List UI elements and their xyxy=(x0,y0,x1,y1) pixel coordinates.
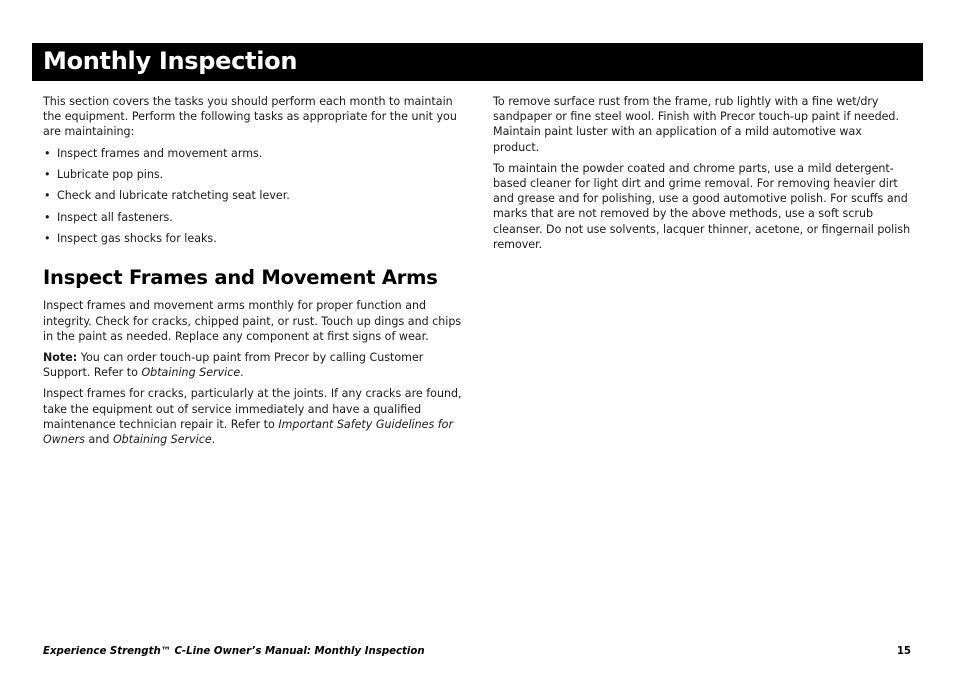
task-list-item xyxy=(43,167,463,182)
left-column xyxy=(43,94,463,453)
frames-paragraph: Inspect frames and movement arms monthly for proper function and integrity. Check for cracks, chipped paint, or rust. Touch up dings and chips in the paint as needed. Replace any component at first signs of wear. xyxy=(43,299,462,343)
cracks-text: Inspect frames for cracks, particularly at the joints. If any cracks are found, take the equipment out of service immediately and have a qualified maintenance technician repair it. Refer to xyxy=(43,387,462,431)
footer-manual-title: Experience Strength™ C-Line Owner’s Manual: Monthly Inspection xyxy=(43,646,425,657)
cracks-mid: and xyxy=(85,433,113,446)
bullet-icon: • xyxy=(44,168,51,181)
safety-guidelines-reference: Important Safety Guidelines for Owners xyxy=(43,417,454,446)
task-list-item xyxy=(43,188,463,203)
task-text: Inspect gas shocks for leaks. xyxy=(57,232,217,246)
task-text: Inspect all fasteners. xyxy=(57,210,173,224)
title-bar xyxy=(32,43,923,81)
task-text: Lubricate pop pins. xyxy=(57,168,164,181)
note-paragraph xyxy=(43,350,463,380)
cracks-paragraph xyxy=(43,386,463,447)
obtaining-service-reference: Obtaining Service xyxy=(112,433,212,446)
task-list-item xyxy=(43,231,463,246)
cracks-end: . xyxy=(211,433,216,446)
task-list-item xyxy=(43,210,463,225)
section-heading: Inspect Frames and Movement Arms xyxy=(43,266,438,290)
page-title: Monthly Inspection xyxy=(43,47,298,75)
rust-paragraph: To remove surface rust from the frame, rub lightly with a fine wet/dry sandpaper or fine steel wool. Finish with Precor touch-up paint if needed. Maintain paint luster with an application of a mild automotive wax product. xyxy=(493,95,900,154)
cleaning-paragraph: To maintain the powder coated and chrome parts, use a mild detergent-based cleaner for light dirt and grime removal. For removing heavier dirt and grease and for polishing, use a good automotive polish. For scuffs and marks that are not removed by the above methods, use a soft scrub cleanser. Do not use solvents, lacquer thinner, acetone, or fingernail polish remover. xyxy=(493,161,911,251)
task-text: Inspect frames and movement arms. xyxy=(57,146,263,160)
bullet-icon: • xyxy=(44,189,51,203)
note-label: Note: xyxy=(43,350,78,364)
page-number: 15 xyxy=(896,646,911,657)
task-text: Check and lubricate ratcheting seat lever. xyxy=(57,189,290,203)
task-list xyxy=(43,146,463,247)
obtaining-service-reference: Obtaining Service xyxy=(141,366,241,380)
right-column xyxy=(493,94,911,258)
note-text: You can order touch-up paint from Precor by calling Customer Support. Refer to xyxy=(43,350,424,380)
task-list-item xyxy=(43,146,463,161)
intro-paragraph: This section covers the tasks you should perform each month to maintain the equipment. Perform the following tasks as appropriate for the unit you are maintaining: xyxy=(43,95,457,139)
note-end: . xyxy=(240,366,244,380)
bullet-icon: • xyxy=(44,146,51,160)
bullet-icon: • xyxy=(44,210,51,224)
bullet-icon: • xyxy=(44,232,51,246)
